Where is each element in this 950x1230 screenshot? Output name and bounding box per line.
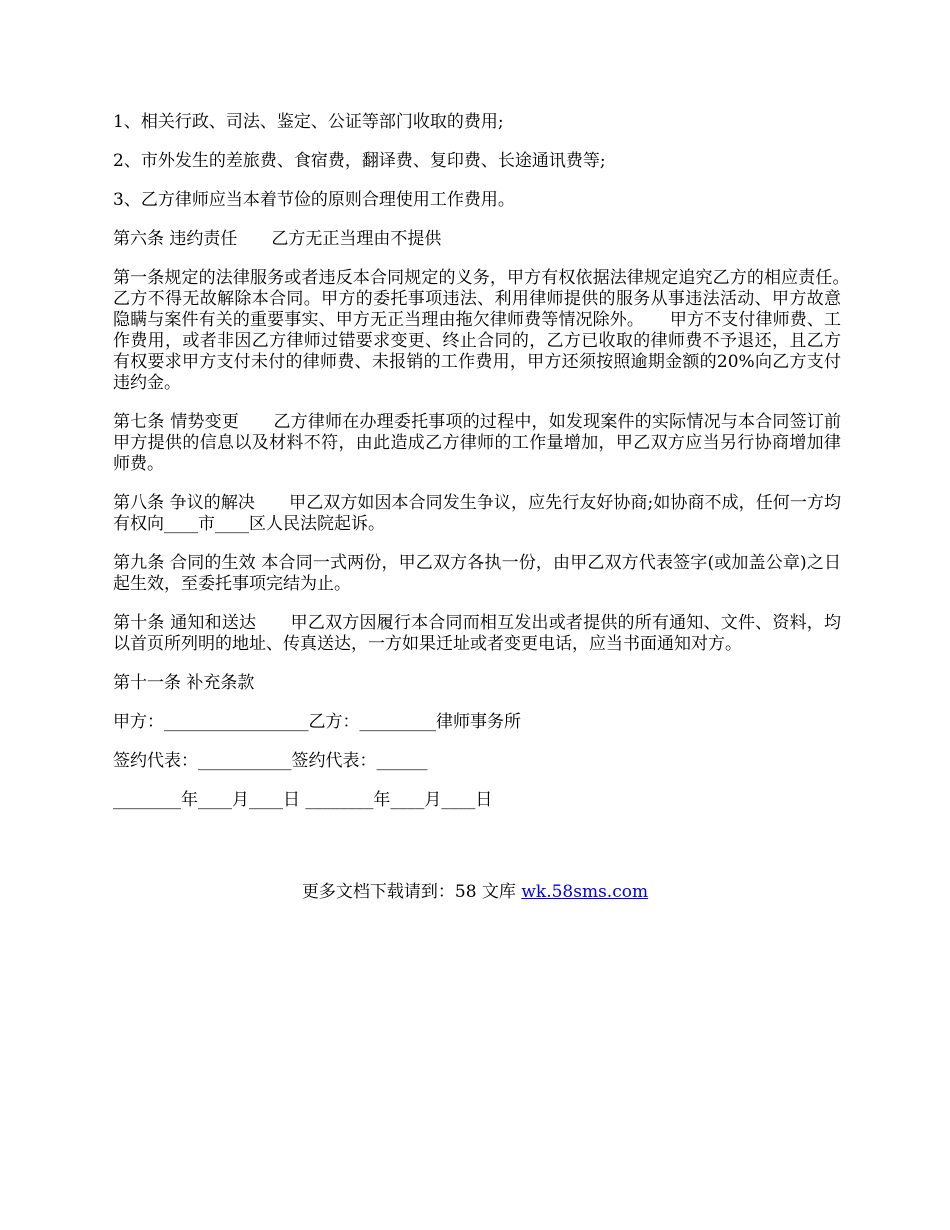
article-11-heading: 第十一条 补充条款 <box>113 673 255 693</box>
article-7: 第七条 情势变更 乙方律师在办理委托事项的过程中，如发现案件的实际情况与本合同签订前甲方提供的信息以及材料不符，由此造成乙方律师的工作量增加，甲乙双方应当另行协商增加律师费。 <box>113 412 841 474</box>
footer-link[interactable]: wk.58sms.com <box>521 882 649 902</box>
article-6-body: 第一条规定的法律服务或者违反本合同规定的义务，甲方有权依据法律规定追究乙方的相应责任。 乙方不得无故解除本合同。甲方的委托事项违法、利用律师提供的服务从事违法活动、甲方故意隐瞒与案件有关的重要事实、甲方无正当理由拖欠律师费等情况除外。 甲方不支付律师费、工作费用，或者非因乙方律师过错要求变更、终止合同的，乙方已收取的律师费不予退还，且乙方有权要求甲方支付未付的律师费、未报销的工作费用，甲方还须按照逾期金额的20%向乙方支付违约金。 <box>113 268 875 393</box>
article-6-heading: 第六条 违约责任 乙方无正当理由不提供 <box>113 229 442 249</box>
article-10: 第十条 通知和送达 甲乙双方因履行本合同而相互发出或者提供的所有通知、文件、资料，均以首页所列明的地址、传真送达，一方如果迁址或者变更电话，应当书面通知对方。 <box>113 613 841 654</box>
signature-parties: 甲方：_________________乙方：_________律师事务所 <box>113 712 521 732</box>
download-footer <box>0 882 950 903</box>
article-8: 第八条 争议的解决 甲乙双方如因本合同发生争议，应先行友好协商;如协商不成，任何一方均有权向____市____区人民法院起诉。 <box>113 493 841 534</box>
article-9: 第九条 合同的生效 本合同一式两份，甲乙双方各执一份，由甲乙双方代表签字(或加盖公章)之日起生效，至委托事项完结为止。 <box>113 553 841 594</box>
signature-dates: ________年____月____日 ________年____月____日 <box>113 790 493 810</box>
fee-item-3: 3、乙方律师应当本着节俭的原则合理使用工作费用。 <box>113 190 515 210</box>
fee-item-2: 2、市外发生的差旅费、食宿费，翻译费、复印费、长途通讯费等; <box>113 151 606 171</box>
footer-text: 更多文档下载请到：58 文库 <box>301 882 522 902</box>
signature-representatives: 签约代表：___________签约代表：______ <box>113 751 428 771</box>
fee-item-1: 1、相关行政、司法、鉴定、公证等部门收取的费用; <box>113 112 504 132</box>
document-body <box>113 112 875 829</box>
